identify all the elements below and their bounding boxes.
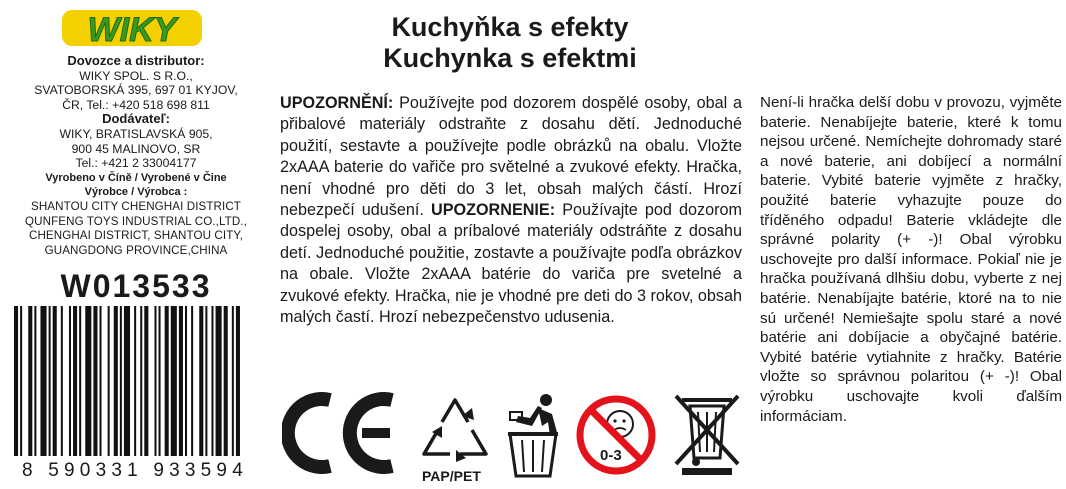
importer-sk-label: Dodávateľ: <box>102 111 170 127</box>
wiky-logo <box>58 6 206 50</box>
importer-cz-line: WIKY SPOL. S R.O., <box>79 68 193 83</box>
maker-line: CHENGHAI DISTRICT, SHANTOU CITY, <box>28 229 244 243</box>
tidy-man-icon <box>502 392 566 478</box>
maker-line: QUNFENG TOYS INDUSTRIAL CO.,LTD., <box>25 214 247 228</box>
age-warning-icon <box>574 392 658 478</box>
product-code: W013533 <box>60 268 212 304</box>
title-cz: Kuchyňka s efekty <box>391 12 629 42</box>
title-sk: Kuchynka s efektmi <box>383 43 637 73</box>
importer-cz-line: ČR, Tel.: +420 518 698 811 <box>62 97 210 112</box>
wiky-logo-graphic <box>58 6 206 50</box>
warning-cz-heading: UPOZORNĚNÍ: <box>280 94 394 112</box>
made-in-label: Vyrobeno v Číně / Vyrobené v Čine <box>45 171 227 184</box>
ce-mark-icon <box>282 392 408 474</box>
warning-sk-heading: UPOZORNENIE: <box>431 201 556 220</box>
importer-sk-line: 900 45 MALINOVO, SR <box>71 141 201 156</box>
importer-cz-label: Dovozce a distributor: <box>67 53 205 68</box>
barcode-bars <box>14 306 242 456</box>
importer-info <box>2 54 270 258</box>
crossed-bin-icon <box>672 392 742 478</box>
product-titles <box>330 12 690 74</box>
importer-sk-line: WIKY, BRATISLAVSKÁ 905, <box>59 126 213 141</box>
age-label: 0-3 <box>600 447 622 464</box>
ean-number: 8 590331 933594 <box>22 460 248 481</box>
importer-sk-line: Tel.: +421 2 33004177 <box>75 156 197 171</box>
svg-text:WIKY: WIKY <box>87 11 177 49</box>
warning-text <box>280 93 742 328</box>
barcode <box>14 306 242 456</box>
maker-label: Výrobce / Výrobca : <box>84 186 188 199</box>
maker-line: SHANTOU CITY CHENGHAI DISTRICT <box>31 199 241 213</box>
battery-info-text: Není-li hračka delší dobu v provozu, vyjměte baterie. Nenabíjejte baterie, které k tomu nejsou určené. Nemíchejte dohromady staré a nové baterie, ani dobíjecí a normální baterie. Vybité baterie vyjměte z hračky, použité baterie vyhazujte pouze do tříděného odpadu! Baterie vkládejte dle správné polarity (+ -)! Obal výrobku uschovejte pro další informace. Pokiaľ nie je hračka používaná dlhšiu dobu, vyberte z nej batérie. Nenabíjajte batérie, ktoré na to nie sú určené! Nemiešajte spolu staré a nové batérie ani dobíjacie a obyčajné batérie. Vybité batérie vytiahnite z hračky. Batérie vložte so správnou polaritou (+ -)! Obal výrobku uschovajte kvoli ďalším informáciam. <box>760 94 1062 425</box>
pap-pet-label: PAP/PET <box>422 468 481 484</box>
warning-sk-body: Používajte pod dozorom dospelej osoby, obal a príbalové materiály odstráňte z dosahu detí. Jednoduché použitie, zostavte a používajte podľa obrázkov na obale. Vložte 2xAAA batérie do variča pre svetelné a zvukové efekty. Hračka, nie je vhodné pre deti do 3 rokov, obsah malých častí. Hrozí nebezpečenstvo udusenia. <box>280 201 742 327</box>
recycle-icon <box>412 392 498 484</box>
symbols-row <box>282 392 742 484</box>
maker-line: GUANGDONG PROVINCE,CHINA <box>44 243 228 257</box>
left-column <box>0 0 272 489</box>
importer-cz-line: SVATOBORSKÁ 395, 697 01 KYJOV, <box>34 83 238 98</box>
warning-cz-body: Používejte pod dozorem dospělé osoby, obal a přibalové materiály odstraňte z dosahu dětí. Jednoduché použití, sestavte a používejte podle obrázků na obalu. Vložte 2xAAA baterie do vařiče pro světelné a zvukové efekty. Hračka, není vhodné pro děti do 3 let, obsah malých částí. Hrozí nebezpečí udušení. <box>280 94 742 220</box>
